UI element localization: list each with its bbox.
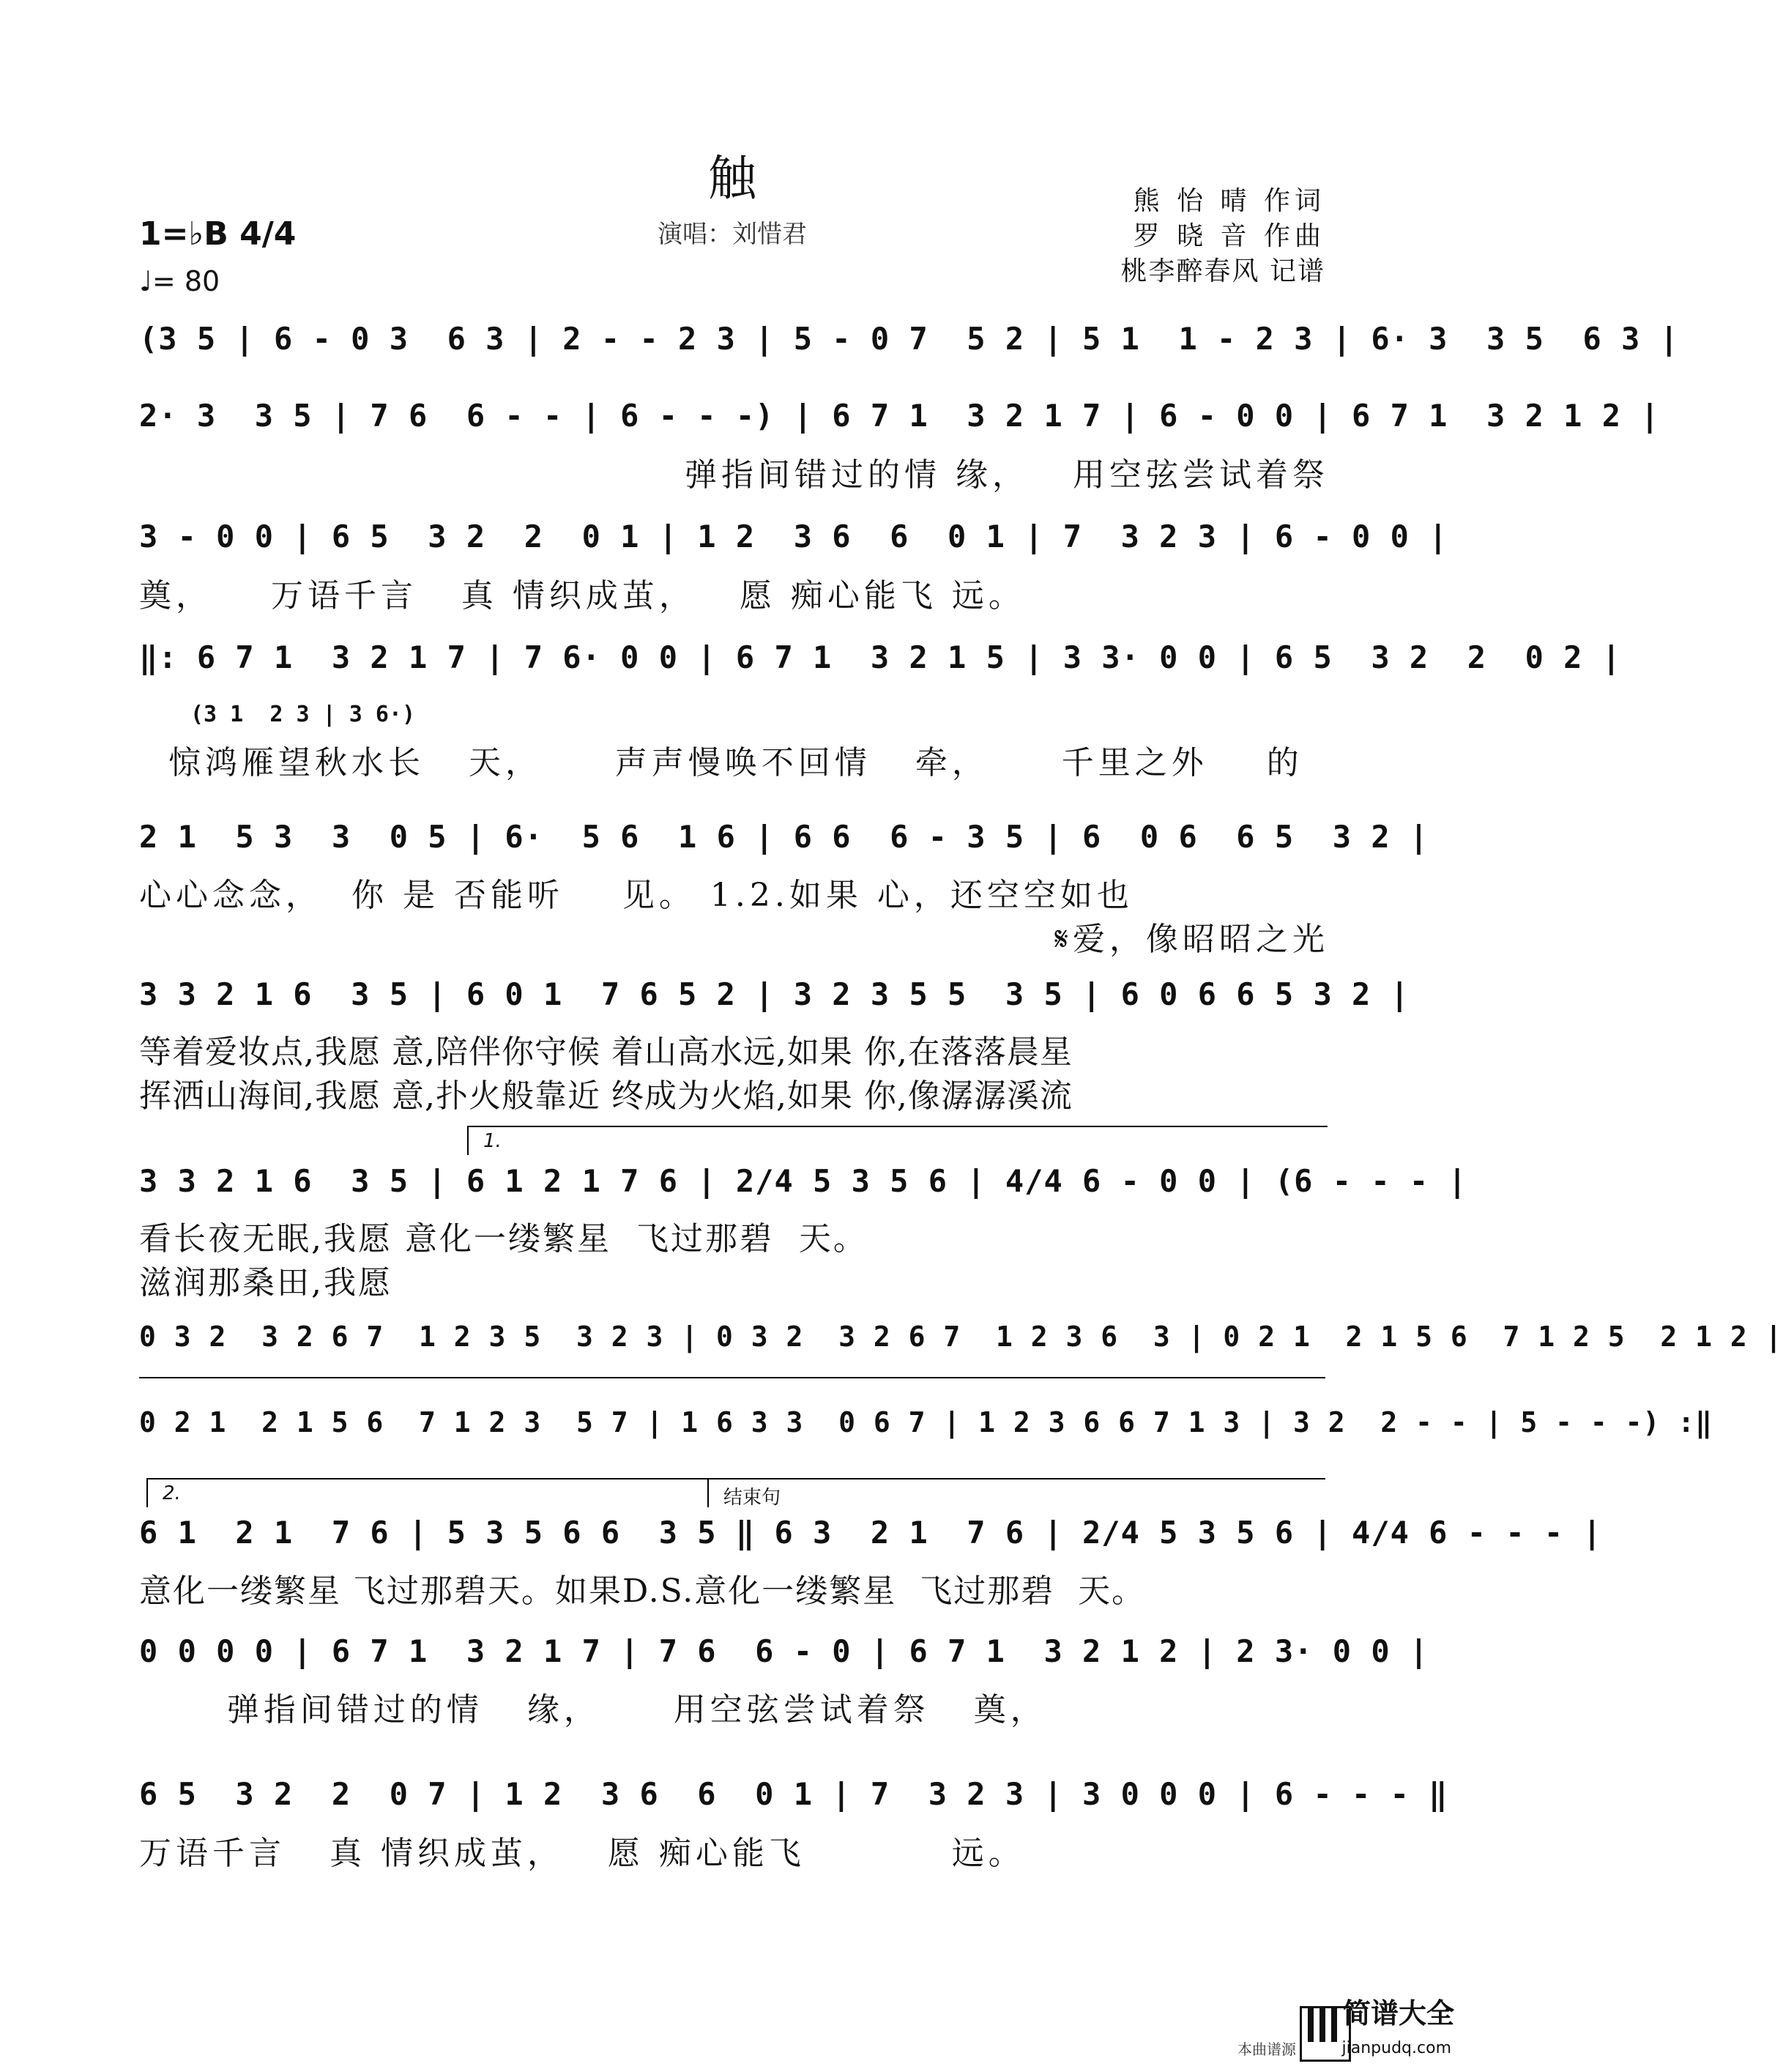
volta-bracket — [146, 1478, 1325, 1479]
lyricist-credit: 熊 怡 晴 作词 — [1133, 186, 1325, 216]
notation-line: 6 1 2 1 7 6 | 5 3 5 6 6 3 5 ‖ 6 3 2 1 7 6 | 2/4 5 3 5 6 | 4/4 6 - - - | — [139, 1515, 1602, 1551]
lyric-line: 看长夜无眠,我愿 意化一缕繁星 飞过那碧 天。 — [139, 1220, 868, 1258]
coda-label: 结束句 — [723, 1487, 781, 1509]
page-title: 触 — [708, 150, 756, 207]
lyric-line: 万语千言 真 情织成茧， 愿 痴心能飞 远。 — [139, 1835, 1025, 1872]
harmony-notation: (3 1 2 3 | 3 6·) — [190, 702, 416, 727]
lyric-line: 滋润那桑田,我愿 — [139, 1264, 392, 1302]
notation-line: 3 3 2 1 6 3 5 | 6 1 2 1 7 6 | 2/4 5 3 5 6 | 4/4 6 - 0 0 | (6 - - - | — [139, 1163, 1467, 1199]
notation-line: 2· 3 3 5 | 7 6 6 - - | 6 - - -) | 6 7 1 3 2 1 7 | 6 - 0 0 | 6 7 1 3 2 1 2 | — [139, 398, 1660, 434]
lyric-line: 𝄋爱，像昭昭之光 — [1054, 921, 1329, 958]
lyric-line: 弹指间错过的情 缘， 用空弦尝试着祭 奠， — [139, 1691, 1047, 1728]
notation-line: 0 3 2 3 2 6 7 1 2 3 5 3 2 3 | 0 3 2 3 2 6 7 1 2 3 6 3 | 0 2 1 2 1 5 6 7 1 2 5 2 1 2 | — [139, 1321, 1783, 1353]
lyric-line: 心心念念， 你 是 否能听 见。 1.2.如果 心，还空空如也 — [139, 877, 1134, 914]
lyric-line: 奠， 万语千言 真 情织成茧， 愿 痴心能飞 远。 — [139, 577, 1025, 614]
notation-line: 6 5 3 2 2 0 7 | 1 2 3 6 6 0 1 | 7 3 2 3 | 3 0 0 0 | 6 - - - ‖ — [139, 1776, 1448, 1812]
notation-line: (3 5 | 6 - 0 3 6 3 | 2 - - 2 3 | 5 - 0 7 5 2 | 5 1 1 - 2 3 | 6· 3 3 5 6 3 | — [139, 321, 1679, 357]
lyric-line: 意化一缕繁星 飞过那碧天。如果D.S.意化一缕繁星 飞过那碧 天。 — [139, 1572, 1146, 1610]
lyric-line: 等着爱妆点,我愿 意,陪伴你守候 着山高水远,如果 你,在落落晨星 — [139, 1033, 1073, 1071]
site-logo-name: 简谱大全 — [1342, 1997, 1454, 2030]
tempo-marking: ♩= 80 — [139, 265, 220, 297]
notation-line: 0 2 1 2 1 5 6 7 1 2 3 5 7 | 1 6 3 3 0 6 7 | 1 2 3 6 6 7 1 3 | 3 2 2 - - | 5 - - -) :‖ — [139, 1406, 1713, 1438]
lyric-line: 弹指间错过的情 缘， 用空弦尝试着祭 — [685, 456, 1329, 494]
key-signature: 1=♭B 4/4 — [139, 215, 297, 253]
footer-note: 本曲谱源 — [1237, 2041, 1296, 2058]
notation-line: 0 0 0 0 | 6 7 1 3 2 1 7 | 7 6 6 - 0 | 6 7 1 3 2 1 2 | 2 3· 0 0 | — [139, 1633, 1429, 1669]
coda-bracket-tick — [707, 1478, 709, 1507]
volta-bracket — [467, 1126, 1328, 1127]
volta-bracket-tick — [467, 1126, 469, 1155]
composer-credit: 罗 晓 音 作曲 — [1133, 221, 1325, 251]
notation-line: ‖: 6 7 1 3 2 1 7 | 7 6· 0 0 | 6 7 1 3 2 1 5 | 3 3· 0 0 | 6 5 3 2 2 0 2 | — [139, 639, 1622, 675]
volta-number: 2. — [163, 1482, 181, 1504]
singer-credit: 演唱：刘惜君 — [658, 220, 807, 249]
notation-line: 2 1 5 3 3 0 5 | 6· 5 6 1 6 | 6 6 6 - 3 5 | 6 0 6 6 5 3 2 | — [139, 819, 1429, 855]
volta-number: 1. — [483, 1130, 502, 1152]
site-url: jianpudq.com — [1341, 2039, 1451, 2057]
section-line — [139, 1377, 1325, 1378]
lyric-line: 惊鸿雁望秋水长 天， 声声慢唤不回情 牵， 千里之外 的 — [168, 744, 1303, 781]
notation-line: 3 3 2 1 6 3 5 | 6 0 1 7 6 5 2 | 3 2 3 5 5 3 5 | 6 0 6 6 5 3 2 | — [139, 976, 1410, 1012]
volta-bracket-tick — [146, 1478, 148, 1507]
notation-line: 3 - 0 0 | 6 5 3 2 2 0 1 | 1 2 3 6 6 0 1 | 7 3 2 3 | 6 - 0 0 | — [139, 519, 1448, 554]
lyric-line: 挥洒山海间,我愿 意,扑火般靠近 终成为火焰,如果 你,像潺潺溪流 — [139, 1077, 1073, 1115]
transcriber-credit: 桃李醉春风 记谱 — [1120, 256, 1325, 286]
